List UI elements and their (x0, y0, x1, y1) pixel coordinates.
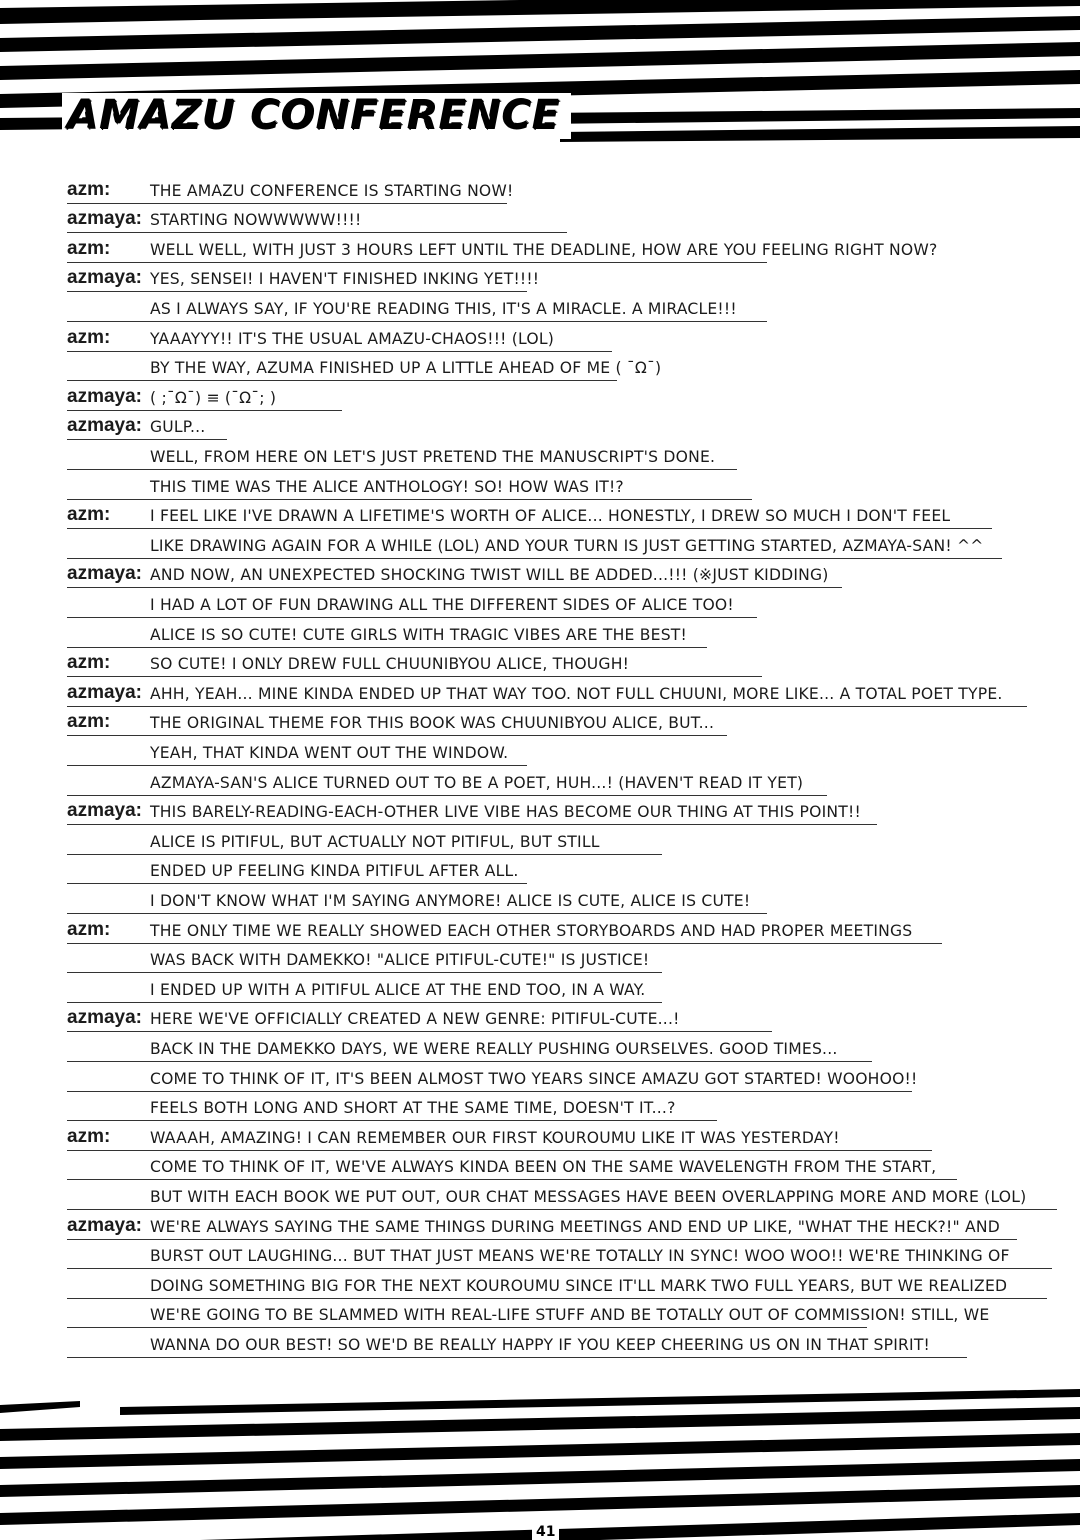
speaker-name: azm: (67, 711, 111, 733)
page-number: 41 (532, 1524, 559, 1540)
speaker-name: azm: (67, 326, 111, 348)
dialogue-text: AZMAYA-SAN'S ALICE TURNED OUT TO BE A POET, HUH...! (HAVEN'T READ IT YET) (150, 773, 804, 792)
dialogue-line (0, 440, 1080, 470)
dialogue-line (0, 707, 1080, 737)
dialogue-line (0, 825, 1080, 855)
dialogue-line (0, 884, 1080, 914)
speaker-name: azmaya: (67, 208, 142, 230)
dialogue-text: STARTING NOWWWWW!!!! (150, 211, 362, 230)
dialogue-line (0, 677, 1080, 707)
dialogue-text: BUT WITH EACH BOOK WE PUT OUT, OUR CHAT MESSAGES HAVE BEEN OVERLAPPING MORE AND MORE (LOL) (150, 1187, 1027, 1206)
dialogue-line (0, 618, 1080, 648)
dialogue-line (0, 204, 1080, 234)
speaker-name: azmaya: (67, 385, 142, 407)
dialogue-text: BACK IN THE DAMEKKO DAYS, WE WERE REALLY PUSHING OURSELVES. GOOD TIMES... (150, 1039, 838, 1058)
dialogue-line (0, 648, 1080, 678)
dialogue-text: WE'RE ALWAYS SAYING THE SAME THINGS DURING MEETINGS AND END UP LIKE, "WHAT THE HECK?!" AND (150, 1217, 1000, 1236)
dialogue-text: BURST OUT LAUGHING... BUT THAT JUST MEANS WE'RE TOTALLY IN SYNC! WOO WOO!! WE'RE THINKING OF (150, 1247, 1010, 1266)
dialogue-line (0, 1328, 1080, 1358)
dialogue-line (0, 914, 1080, 944)
dialogue-text: THIS BARELY-READING-EACH-OTHER LIVE VIBE HAS BECOME OUR THING AT THIS POINT!! (150, 803, 861, 822)
dialogue-line (0, 855, 1080, 885)
speaker-name: azm: (67, 504, 111, 526)
dialogue-text: AHH, YEAH... MINE KINDA ENDED UP THAT WAY TOO. NOT FULL CHUUNI, MORE LIKE... A TOTAL POET TYPE. (150, 684, 1003, 703)
dialogue-text: YES, SENSEI! I HAVEN'T FINISHED INKING YET!!!! (150, 270, 540, 289)
speaker-name: azm: (67, 652, 111, 674)
bottom-stripe-decoration (0, 1385, 1080, 1540)
dialogue-text: THE ORIGINAL THEME FOR THIS BOOK WAS CHUUNIBYOU ALICE, BUT... (150, 714, 715, 733)
dialogue-text: ( ;¯Ω¯) ≡ (¯Ω¯; ) (150, 388, 277, 407)
dialogue-line (0, 352, 1080, 382)
dialogue-text: I ENDED UP WITH A PITIFUL ALICE AT THE END TOO, IN A WAY. (150, 980, 646, 999)
dialogue-text: LIKE DRAWING AGAIN FOR A WHILE (LOL) AND YOUR TURN IS JUST GETTING STARTED, AZMAYA-SAN! ^^ (150, 536, 984, 555)
dialogue-line (0, 1180, 1080, 1210)
dialogue-text: DOING SOMETHING BIG FOR THE NEXT KOUROUMU SINCE IT'LL MARK TWO FULL YEARS, BUT WE REALIZED (150, 1276, 1008, 1295)
speaker-name: azm: (67, 918, 111, 940)
dialogue-line (0, 736, 1080, 766)
dialogue-line (0, 766, 1080, 796)
dialogue-line (0, 1032, 1080, 1062)
dialogue-text: COME TO THINK OF IT, WE'VE ALWAYS KINDA BEEN ON THE SAME WAVELENGTH FROM THE START, (150, 1158, 937, 1177)
page-title: AMAZU CONFERENCE (62, 93, 571, 139)
dialogue-text: ENDED UP FEELING KINDA PITIFUL AFTER ALL. (150, 862, 519, 881)
dialogue-line (0, 559, 1080, 589)
speaker-name: azm: (67, 237, 111, 259)
dialogue-line (0, 263, 1080, 293)
dialogue-line (0, 292, 1080, 322)
dialogue-text: FEELS BOTH LONG AND SHORT AT THE SAME TIME, DOESN'T IT...? (150, 1099, 676, 1118)
dialogue-line (0, 944, 1080, 974)
dialogue-text: I FEEL LIKE I'VE DRAWN A LIFETIME'S WORTH OF ALICE... HONESTLY, I DREW SO MUCH I DON'T FEEL (150, 507, 951, 526)
dialogue-text: COME TO THINK OF IT, IT'S BEEN ALMOST TWO YEARS SINCE AMAZU GOT STARTED! WOOHOO!! (150, 1069, 918, 1088)
dialogue-line (0, 973, 1080, 1003)
dialogue-line (0, 796, 1080, 826)
dialogue-text: THIS TIME WAS THE ALICE ANTHOLOGY! SO! HOW WAS IT!? (150, 477, 624, 496)
dialogue-text: BY THE WAY, AZUMA FINISHED UP A LITTLE AHEAD OF ME ( ¯Ω¯) (150, 359, 662, 378)
dialogue-text: SO CUTE! I ONLY DREW FULL CHUUNIBYOU ALICE, THOUGH! (150, 655, 630, 674)
dialogue-text: YEAH, THAT KINDA WENT OUT THE WINDOW. (150, 743, 509, 762)
speaker-name: azmaya: (67, 800, 142, 822)
dialogue-line (0, 322, 1080, 352)
dialogue-line (0, 1151, 1080, 1181)
dialogue-line (0, 411, 1080, 441)
dialogue-text: WELL, FROM HERE ON LET'S JUST PRETEND THE MANUSCRIPT'S DONE. (150, 447, 716, 466)
dialogue-text: THE ONLY TIME WE REALLY SHOWED EACH OTHER STORYBOARDS AND HAD PROPER MEETINGS (150, 921, 913, 940)
speaker-name: azmaya: (67, 681, 142, 703)
dialogue-text: GULP... (150, 418, 206, 437)
speaker-name: azm: (67, 178, 111, 200)
dialogue-line (0, 1092, 1080, 1122)
dialogue-text: AS I ALWAYS SAY, IF YOU'RE READING THIS, IT'S A MIRACLE. A MIRACLE!!! (150, 299, 737, 318)
dialogue-text: WAS BACK WITH DAMEKKO! "ALICE PITIFUL-CUTE!" IS JUSTICE! (150, 951, 650, 970)
dialogue-text: I HAD A LOT OF FUN DRAWING ALL THE DIFFERENT SIDES OF ALICE TOO! (150, 595, 734, 614)
dialogue-line (0, 529, 1080, 559)
speaker-name: azmaya: (67, 1007, 142, 1029)
dialogue-text: WELL WELL, WITH JUST 3 HOURS LEFT UNTIL THE DEADLINE, HOW ARE YOU FEELING RIGHT NOW? (150, 240, 938, 259)
dialogue-text: ALICE IS PITIFUL, BUT ACTUALLY NOT PITIFUL, BUT STILL (150, 832, 600, 851)
dialogue-line (0, 1269, 1080, 1299)
dialogue-line (0, 233, 1080, 263)
dialogue-line (0, 588, 1080, 618)
dialogue-text: WAAAH, AMAZING! I CAN REMEMBER OUR FIRST KOUROUMU LIKE IT WAS YESTERDAY! (150, 1128, 840, 1147)
dialogue-line (0, 1062, 1080, 1092)
dialogue-line (0, 470, 1080, 500)
speaker-name: azmaya: (67, 415, 142, 437)
speaker-name: azmaya: (67, 563, 142, 585)
dialogue-line (0, 381, 1080, 411)
dialogue-text: THE AMAZU CONFERENCE IS STARTING NOW! (150, 181, 514, 200)
dialogue-line (0, 174, 1080, 204)
dialogue-line (0, 1003, 1080, 1033)
dialogue-line (0, 1210, 1080, 1240)
dialogue-line (0, 1121, 1080, 1151)
dialogue-text: ALICE IS SO CUTE! CUTE GIRLS WITH TRAGIC VIBES ARE THE BEST! (150, 625, 687, 644)
dialogue-text: HERE WE'VE OFFICIALLY CREATED A NEW GENRE: PITIFUL-CUTE...! (150, 1010, 680, 1029)
dialogue-line (0, 1299, 1080, 1329)
dialogue-line (0, 1240, 1080, 1270)
dialogue-text: YAAAYYY!! IT'S THE USUAL AMAZU-CHAOS!!! (LOL) (150, 329, 555, 348)
dialogue-text: WANNA DO OUR BEST! SO WE'D BE REALLY HAPPY IF YOU KEEP CHEERING US ON IN THAT SPIRIT! (150, 1335, 931, 1354)
dialogue-text: AND NOW, AN UNEXPECTED SHOCKING TWIST WILL BE ADDED...!!! (※JUST KIDDING) (150, 566, 829, 585)
underline-rule (67, 1357, 967, 1358)
dialogue-line (0, 500, 1080, 530)
speaker-name: azmaya: (67, 267, 142, 289)
speaker-name: azmaya: (67, 1214, 142, 1236)
speaker-name: azm: (67, 1125, 111, 1147)
dialogue-text: I DON'T KNOW WHAT I'M SAYING ANYMORE! ALICE IS CUTE, ALICE IS CUTE! (150, 891, 751, 910)
dialogue-text: WE'RE GOING TO BE SLAMMED WITH REAL-LIFE STUFF AND BE TOTALLY OUT OF COMMISSION! STILL, WE (150, 1306, 990, 1325)
